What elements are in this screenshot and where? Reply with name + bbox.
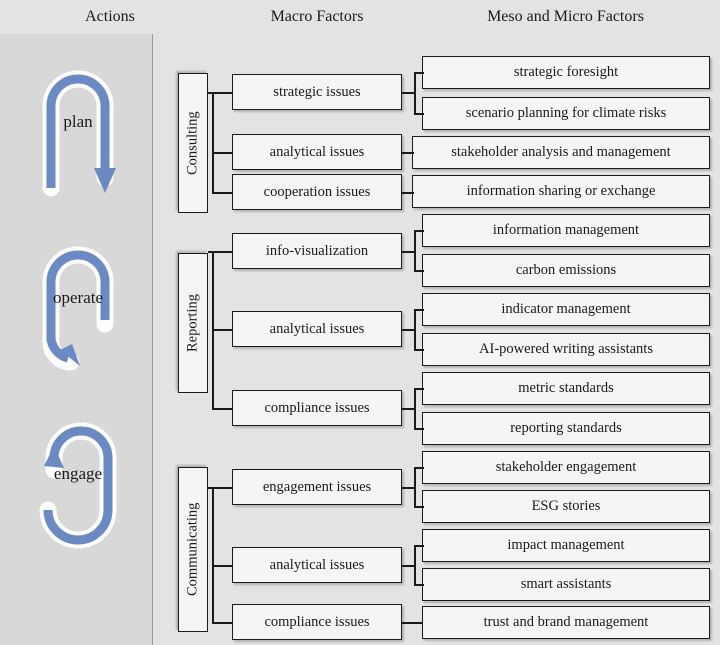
connector-reporting-to-analytical bbox=[212, 329, 232, 331]
connector-infoviz-to-infomgmt bbox=[414, 230, 424, 232]
connector-strategic-fan bbox=[414, 72, 416, 114]
meso-box-reporting-standards: reporting standards bbox=[422, 412, 710, 445]
connector-analytical2-to-ai bbox=[414, 349, 424, 351]
connector-engagement-fan bbox=[414, 467, 416, 507]
column-header-macro-factors: Macro Factors bbox=[270, 8, 364, 25]
action-label-engage: engage bbox=[53, 464, 103, 483]
connector-communicating-to-compliance bbox=[212, 622, 232, 624]
macro-box-compliance-issues-2: compliance issues bbox=[232, 604, 402, 640]
connector-strategic-to-foresight bbox=[414, 72, 424, 74]
connector-engagement-to-esg bbox=[414, 506, 424, 508]
meso-box-information-management: information management bbox=[422, 214, 710, 247]
connector-consulting-to-cooperation bbox=[212, 192, 232, 194]
connector-strategic-to-scenario bbox=[414, 113, 424, 115]
group-box-reporting: Reporting bbox=[178, 253, 208, 393]
connector-engagement-to-stakeholder bbox=[414, 467, 424, 469]
meso-box-stakeholder-engagement: stakeholder engagement bbox=[422, 451, 710, 484]
meso-box-metric-standards: metric standards bbox=[422, 372, 710, 405]
meso-box-esg-stories: ESG stories bbox=[422, 490, 710, 523]
connector-compliance-stub bbox=[402, 408, 414, 410]
meso-box-indicator-management: indicator management bbox=[422, 293, 710, 326]
connector-reporting-to-infoviz bbox=[208, 251, 232, 253]
connector-communicating-spine bbox=[212, 487, 214, 622]
group-box-consulting: Consulting bbox=[178, 73, 208, 213]
connector-analytical3-stub bbox=[402, 565, 414, 567]
connector-analytical-to-stakeholder bbox=[402, 152, 414, 154]
connector-communicating-to-engagement bbox=[208, 487, 232, 489]
connector-analytical3-fan bbox=[414, 545, 416, 584]
connector-analytical3-to-smart bbox=[414, 584, 424, 586]
connector-consulting-spine bbox=[212, 92, 214, 192]
action-label-operate: operate bbox=[52, 288, 104, 307]
meso-box-trust-brand-management: trust and brand management bbox=[422, 606, 710, 639]
column-header-actions: Actions bbox=[85, 8, 135, 25]
connector-compliance-to-metric bbox=[414, 388, 424, 390]
meso-box-ai-powered-writing: AI-powered writing assistants bbox=[422, 333, 710, 366]
macro-box-analytical-issues: analytical issues bbox=[232, 134, 402, 170]
connector-infoviz-fan bbox=[414, 230, 416, 271]
connector-analytical3-to-impact bbox=[414, 545, 424, 547]
actions-panel bbox=[0, 34, 153, 645]
macro-box-analytical-issues-3: analytical issues bbox=[232, 547, 402, 583]
connector-infoviz-to-carbon bbox=[414, 270, 424, 272]
macro-box-cooperation-issues: cooperation issues bbox=[232, 174, 402, 210]
meso-box-scenario-planning: scenario planning for climate risks bbox=[422, 97, 710, 130]
connector-analytical2-to-indicator bbox=[414, 309, 424, 311]
meso-box-smart-assistants: smart assistants bbox=[422, 568, 710, 601]
connector-consulting-to-analytical bbox=[212, 152, 232, 154]
action-label-plan: plan bbox=[63, 112, 93, 131]
column-header-meso-micro-factors: Meso and Micro Factors bbox=[487, 8, 644, 25]
macro-box-engagement-issues: engagement issues bbox=[232, 469, 402, 505]
macro-box-strategic-issues: strategic issues bbox=[232, 74, 402, 110]
meso-box-information-sharing: information sharing or exchange bbox=[412, 175, 710, 208]
meso-box-strategic-foresight: strategic foresight bbox=[422, 56, 710, 89]
action-item-plan bbox=[8, 48, 148, 203]
macro-box-info-visualization: info-visualization bbox=[232, 233, 402, 269]
macro-box-compliance-issues: compliance issues bbox=[232, 390, 402, 426]
action-item-operate bbox=[8, 224, 148, 379]
connector-consulting-to-strategic bbox=[208, 92, 232, 94]
meso-box-impact-management: impact management bbox=[422, 529, 710, 562]
group-box-communicating: Communicating bbox=[178, 467, 208, 632]
connector-analytical2-stub bbox=[402, 329, 414, 331]
action-item-engage bbox=[8, 400, 148, 555]
connector-communicating-to-analytical bbox=[212, 565, 232, 567]
connector-infoviz-stub bbox=[402, 251, 414, 253]
connector-cooperation-to-infosharing bbox=[402, 192, 414, 194]
connector-compliance-to-reporting bbox=[414, 428, 424, 430]
connector-engagement-stub bbox=[402, 487, 414, 489]
connector-reporting-to-compliance bbox=[212, 408, 232, 410]
macro-box-analytical-issues-2: analytical issues bbox=[232, 311, 402, 347]
connector-analytical2-fan bbox=[414, 309, 416, 350]
meso-box-carbon-emissions: carbon emissions bbox=[422, 254, 710, 287]
connector-strategic-stub bbox=[402, 92, 414, 94]
connector-compliance2-to-trust bbox=[402, 622, 422, 624]
meso-box-stakeholder-analysis: stakeholder analysis and management bbox=[412, 136, 710, 169]
connector-compliance-fan bbox=[414, 388, 416, 429]
